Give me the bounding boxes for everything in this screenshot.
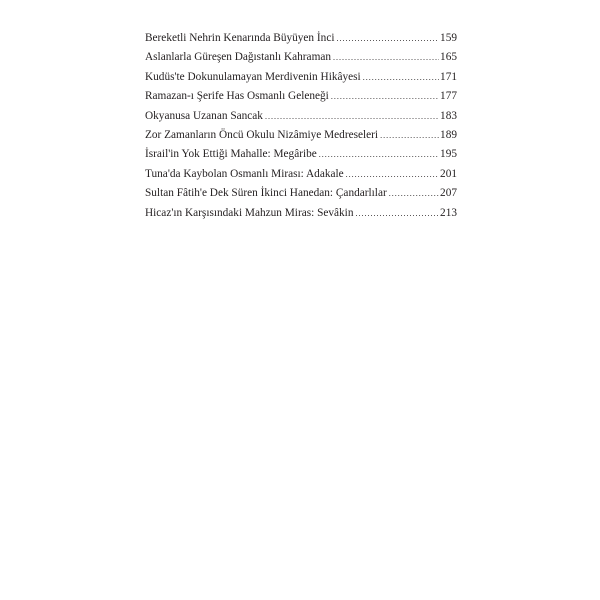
toc-entry-title: Tuna'da Kaybolan Osmanlı Mirası: Adakale xyxy=(145,167,344,180)
toc-dot-leader xyxy=(319,145,439,164)
toc-entry-page-number: 171 xyxy=(440,70,457,83)
toc-entry xyxy=(145,29,457,48)
toc-dot-leader xyxy=(363,68,439,87)
toc-dot-leader xyxy=(336,29,439,48)
toc-entry-page-number: 165 xyxy=(440,51,457,64)
toc-dot-leader xyxy=(389,184,439,203)
toc-entry-title: Zor Zamanların Öncü Okulu Nizâmiye Medreseleri xyxy=(145,128,379,141)
toc-entry-title: Aslanlarla Güreşen Dağıstanlı Kahraman xyxy=(145,51,332,64)
toc-dot-leader xyxy=(346,165,439,184)
toc-entry xyxy=(145,145,457,164)
toc-entry xyxy=(145,48,457,67)
table-of-contents xyxy=(145,29,457,223)
toc-entry-page-number: 213 xyxy=(440,206,457,219)
toc-entry-page-number: 189 xyxy=(440,128,457,141)
toc-entry-title: Kudüs'te Dokunulamayan Merdivenin Hikâyesi xyxy=(145,70,361,83)
toc-dot-leader xyxy=(355,204,439,223)
toc-entry-page-number: 159 xyxy=(440,32,457,44)
toc-entry xyxy=(145,126,457,145)
toc-entry-page-number: 195 xyxy=(440,148,457,161)
toc-dot-leader xyxy=(331,87,439,106)
toc-entry xyxy=(145,204,457,223)
toc-entry-title: Bereketli Nehrin Kenarında Büyüyen İnci xyxy=(145,32,335,44)
toc-entry-title: Okyanusa Uzanan Sancak xyxy=(145,109,263,122)
toc-entry xyxy=(145,68,457,87)
toc-entry xyxy=(145,165,457,184)
toc-entry-title: Ramazan-ı Şerife Has Osmanlı Geleneği xyxy=(145,90,329,103)
toc-dot-leader xyxy=(265,107,439,126)
toc-entry-page-number: 207 xyxy=(440,187,457,200)
toc-entry-title: Hicaz'ın Karşısındaki Mahzun Miras: Sevâkin xyxy=(145,206,354,219)
toc-dot-leader xyxy=(380,126,439,145)
toc-entry-page-number: 201 xyxy=(440,167,457,180)
toc-dot-leader xyxy=(333,48,439,67)
toc-entry-title: Sultan Fâtih'e Dek Süren İkinci Hanedan: Çandarlılar xyxy=(145,187,387,200)
toc-entry xyxy=(145,184,457,203)
toc-entry xyxy=(145,107,457,126)
toc-entry-page-number: 177 xyxy=(440,90,457,103)
toc-entry-page-number: 183 xyxy=(440,109,457,122)
toc-entry-title: İsrail'in Yok Ettiği Mahalle: Megâribe xyxy=(145,148,317,161)
toc-entry xyxy=(145,87,457,106)
